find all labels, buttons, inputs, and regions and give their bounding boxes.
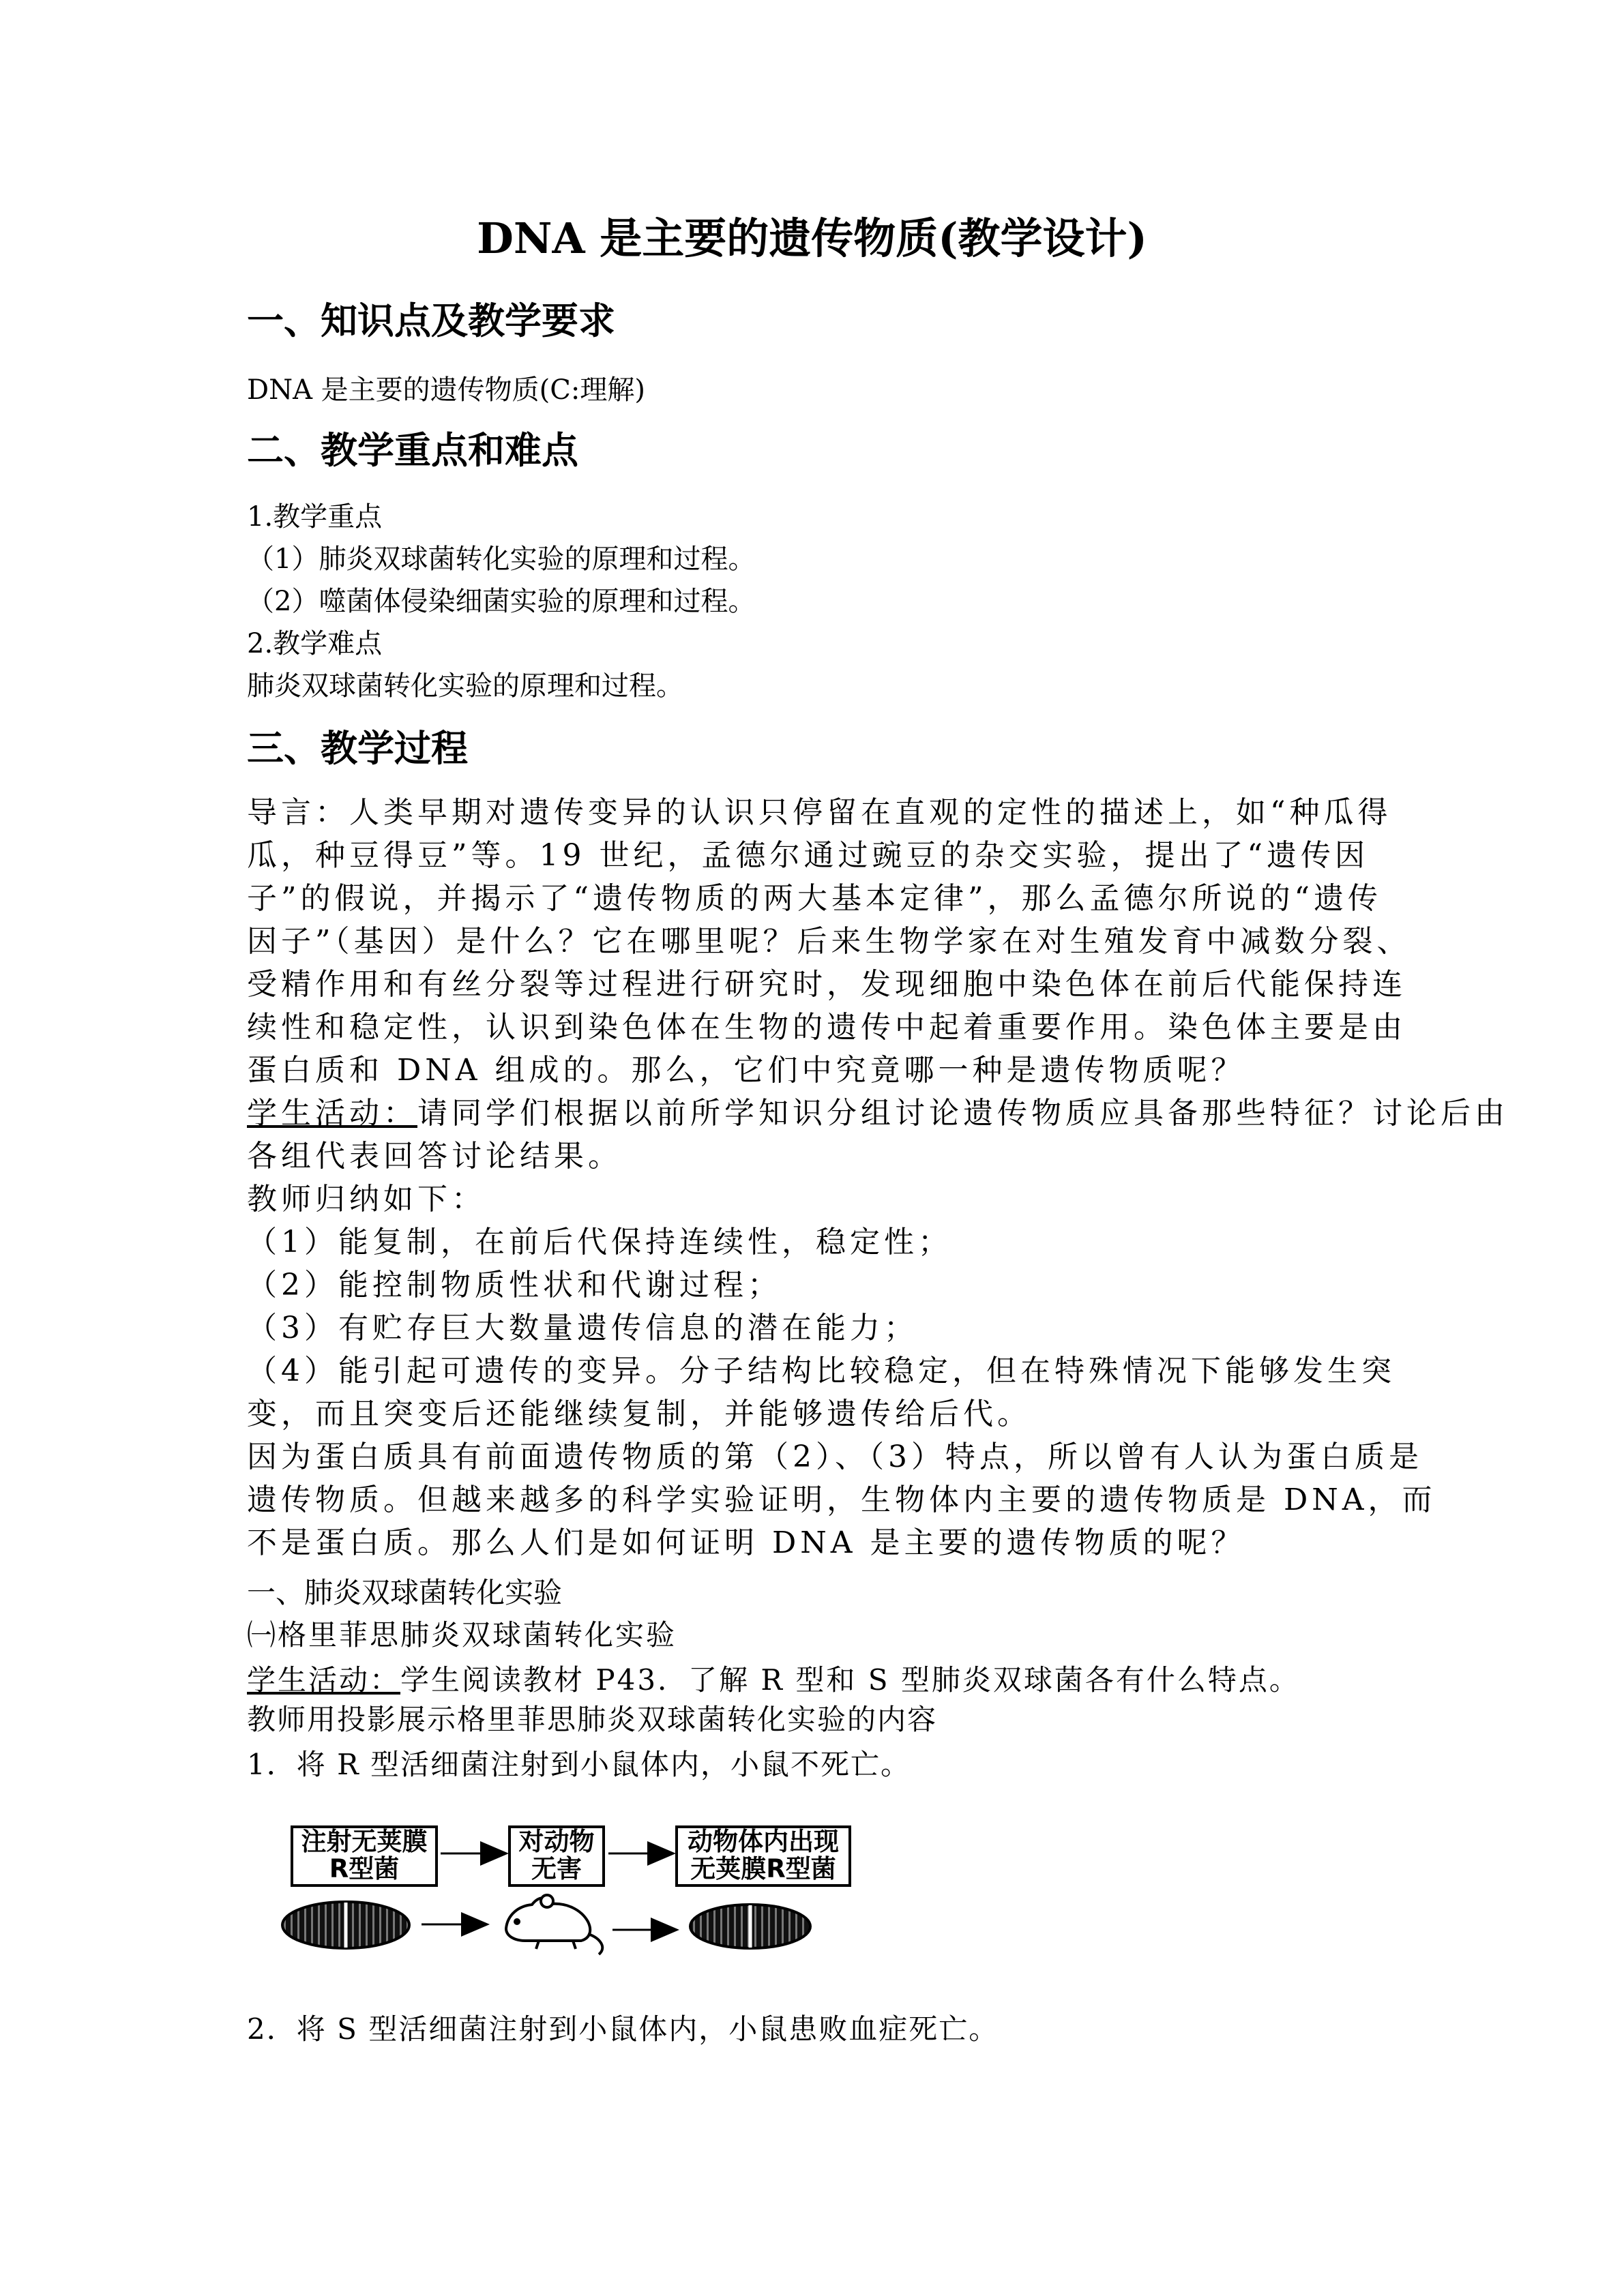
section-2-line: （1）肺炎双球菌转化实验的原理和过程。	[247, 543, 756, 575]
section-2-line: 1.教学重点	[247, 501, 383, 533]
diagram-box-line: 动物体内出现	[688, 1827, 839, 1856]
student-activity-label: 学生活动：	[247, 1096, 417, 1131]
trait-line: （3）有贮存巨大数量遗传信息的潜在能力；	[247, 1311, 918, 1345]
conclusion-line: 不是蛋白质。那么人们是如何证明 DNA 是主要的遗传物质的呢？	[247, 1525, 1245, 1560]
intro-line: 导言：人类早期对遗传变异的认识只停留在直观的定性的描述上，如“种瓜得	[247, 795, 1392, 830]
diagram-box-line: R型菌	[329, 1854, 400, 1883]
intro-line: 瓜，种豆得豆”等。19 世纪，孟德尔通过豌豆的杂交实验，提出了“遗传因	[247, 838, 1369, 873]
intro-line: 续性和稳定性，认识到染色体在生物的遗传中起着重要作用。染色体主要是由	[247, 1010, 1406, 1045]
document-title: DNA 是主要的遗传物质(教学设计)	[477, 213, 1147, 263]
trait-line: （1）能复制，在前后代保持连续性，稳定性；	[247, 1225, 952, 1259]
experiment-heading: 一、肺炎双球菌转化实验	[247, 1576, 563, 1609]
section-3-heading: 三、教学过程	[247, 727, 468, 770]
conclusion-line: 遗传物质。但越来越多的科学实验证明，生物体内主要的遗传物质是 DNA，而	[247, 1482, 1436, 1517]
trait-line: 变，而且突变后还能继续复制，并能够遗传给后代。	[247, 1397, 1031, 1431]
student-activity-label: 学生活动：	[247, 1663, 401, 1697]
conclusion-line: 因为蛋白质具有前面遗传物质的第（2）、（3）特点，所以曾有人认为蛋白质是	[247, 1440, 1423, 1474]
student-activity-text: 学生阅读教材 P43．了解 R 型和 S 型肺炎双球菌各有什么特点。	[400, 1663, 1300, 1697]
diagram-box-line: 无害	[531, 1854, 582, 1883]
diagram-box-line: 无荚膜R型菌	[690, 1854, 836, 1883]
petri-dish-icon	[690, 1905, 810, 1948]
teacher-projection-line: 教师用投影展示格里菲思肺炎双球菌转化实验的内容	[247, 1703, 938, 1736]
step-1: 1．将 R 型活细菌注射到小鼠体内，小鼠不死亡。	[247, 1748, 911, 1781]
trait-line: （2）能控制物质性状和代谢过程；	[247, 1268, 782, 1302]
intro-line: 因子”（基因）是什么？它在哪里呢？后来生物学家在对生殖发育中减数分裂、	[247, 924, 1411, 959]
section-2-line: （2）噬菌体侵染细菌实验的原理和过程。	[247, 586, 756, 617]
student-activity-1-cont: 各组代表回答讨论结果。	[247, 1139, 622, 1174]
section-2-line: 2.教学难点	[247, 628, 383, 659]
petri-dish-icon	[282, 1902, 409, 1948]
diagram-box-line: 注射无荚膜	[301, 1827, 428, 1856]
section-2-heading: 二、教学重点和难点	[247, 429, 578, 472]
student-activity-text: 请同学们根据以前所学知识分组讨论遗传物质应具备那些特征？讨论后由	[417, 1096, 1509, 1131]
step-2: 2．将 S 型活细菌注射到小鼠体内，小鼠患败血症死亡。	[247, 2012, 999, 2046]
trait-line: （4）能引起可遗传的变异。分子结构比较稳定，但在特殊情况下能够发生突	[247, 1354, 1396, 1388]
mouse-icon	[506, 1895, 602, 1954]
section-2-line: 肺炎双球菌转化实验的原理和过程。	[247, 670, 683, 702]
section-1-line: DNA 是主要的遗传物质(C:理解)	[247, 374, 645, 406]
summary-lead: 教师归纳如下：	[247, 1182, 486, 1217]
diagram-box-line: 对动物	[518, 1827, 595, 1856]
section-1-heading: 一、知识点及教学要求	[247, 299, 615, 342]
intro-line: 子”的假说，并揭示了“遗传物质的两大基本定律”，那么孟德尔所说的“遗传	[247, 881, 1382, 916]
experiment-subheading: ㈠格里菲思肺炎双球菌转化实验	[247, 1618, 677, 1652]
intro-line: 蛋白质和 DNA 组成的。那么，它们中究竟哪一种是遗传物质呢？	[247, 1053, 1245, 1088]
intro-line: 受精作用和有丝分裂等过程进行研究时，发现细胞中染色体在前后代能保持连	[247, 967, 1406, 1002]
